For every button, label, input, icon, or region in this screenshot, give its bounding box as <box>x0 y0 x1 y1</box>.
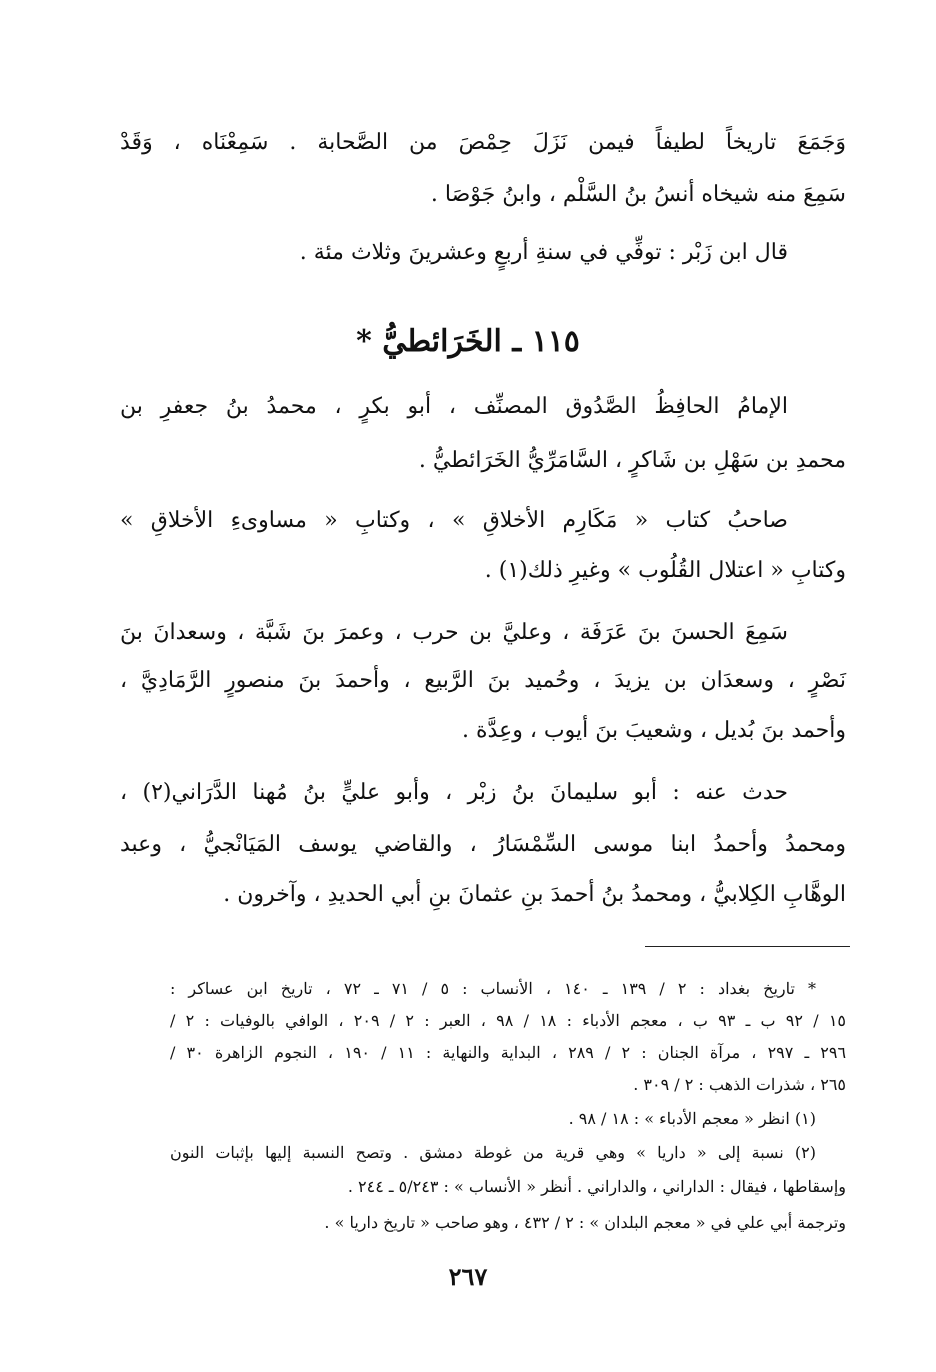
intro-line-2: سَمِعَ منه شيخاه أنسُ بنُ السَّلْم ، وابنُ جَوْصَا . <box>430 182 846 207</box>
page-number: ٢٦٧ <box>448 1262 488 1291</box>
footnote-separator <box>645 946 850 947</box>
footnote-2-line-2: وإسقاطها ، فيقال : الداراني ، والداراني . أنظر « الأنساب » : ٥/٢٤٣ ـ ٢٤٤ . <box>347 1177 846 1196</box>
footnote-sources-line-4: ٢٦٥ ، شذرات الذهب : ٢ / ٣٠٩ . <box>633 1075 846 1094</box>
footnote-1: (١) انظر « معجم الأدباء » : ١٨ / ٩٨ . <box>568 1109 816 1128</box>
para3-line-3: وأحمد بنَ بُديل ، وشعيبَ بنَ أيوب ، وعِدَّة . <box>462 718 846 743</box>
entry-heading: ١١٥ ـ الخَرَائطيُّ * <box>356 324 580 359</box>
footnote-sources-line-3: ٢٩٦ ـ ٢٩٧ ، مرآة الجنان : ٢ / ٢٨٩ ، البداية والنهاية : ١١ / ١٩٠ ، النجوم الزاهرة ٣٠ / <box>170 1043 847 1062</box>
footnote-2-line-1: (٢) نسبة إلى « داريا » وهي قرية من غوطة دمشق . وتصح النسبة إليها بإثبات النون <box>170 1143 816 1162</box>
footnote-2-line-3: وترجمة أبي علي في « معجم البلدان » : ٢ / ٤٣٢ ، وهو صاحب « تاريخ داريا » . <box>324 1213 846 1232</box>
para4-line-1: حدث عنه : أبو سليمانَ بنُ زبْر ، وأبو عليٍّ بنُ مُهنا الدَّرَاني(٢) ، <box>120 780 788 805</box>
para3-line-2: نَصْرٍ ، وسعدَان بن يزيدَ ، وحُميد بنَ الرَّبيع ، وأحمدَ بنَ منصورٍ الرَّمَادِيَّ ، <box>120 668 846 693</box>
para2-line-2: وكتابِ « اعتلال القُلُوب » وغيرِ ذلك(١) . <box>484 558 846 583</box>
para3-line-1: سَمِعَ الحسنَ بنَ عَرَفَة ، وعليَّ بن حرب ، وعمرَ بنَ شَبَّة ، وسعدانَ بنَ <box>120 620 788 645</box>
para4-line-3: الوهَّابِ الكِلابيُّ ، ومحمدُ بنُ أحمدَ بنِ عثمانَ بنِ أبي الحديدِ ، وآخرون . <box>223 882 846 907</box>
para4-line-2: ومحمدُ وأحمدُ ابنا موسى السِّمْسَارُ ، والقاضي يوسف المَيَانْجيُّ ، وعبد <box>120 832 846 857</box>
intro-line-3: قال ابن زَبْر : توفِّي في سنةِ أربعٍ وعشرينَ وثلاث مئة . <box>299 240 788 265</box>
para1-line-1: الإمامُ الحافِظُ الصَّدُوق المصنِّف ، أبو بكرٍ ، محمدُ بنُ جعفرِ بن <box>120 394 789 419</box>
para1-line-2: محمدِ بن سَهْلِ بن شَاكرٍ ، السَّامَرِّيُّ الخَرَائطيُّ . <box>418 448 846 473</box>
intro-line-1: وَجَمَعَ تاريخاً لطيفاً فيمن نَزَلَ حِمْصَ من الصَّحابة . سَمِعْنَاه ، وَقَدْ <box>120 130 846 155</box>
para2-line-1: صاحبُ كتاب « مَكَارِم الأخلاقِ » ، وكتابِ « مساوىءِ الأخلاقِ » <box>120 508 788 533</box>
footnote-sources-line-2: ١٥ / ٩٢ ب ـ ٩٣ ب ، معجم الأدباء : ١٨ / ٩٨ ، العبر : ٢ / ٢٠٩ ، الوافي بالوفيات : ٢ / <box>170 1011 847 1030</box>
footnote-sources-line-1: * تاريخ بغداد : ٢ / ١٣٩ ـ ١٤٠ ، الأنساب : ٥ / ٧١ ـ ٧٢ ، تاريخ ابن عساكر : <box>170 979 817 998</box>
